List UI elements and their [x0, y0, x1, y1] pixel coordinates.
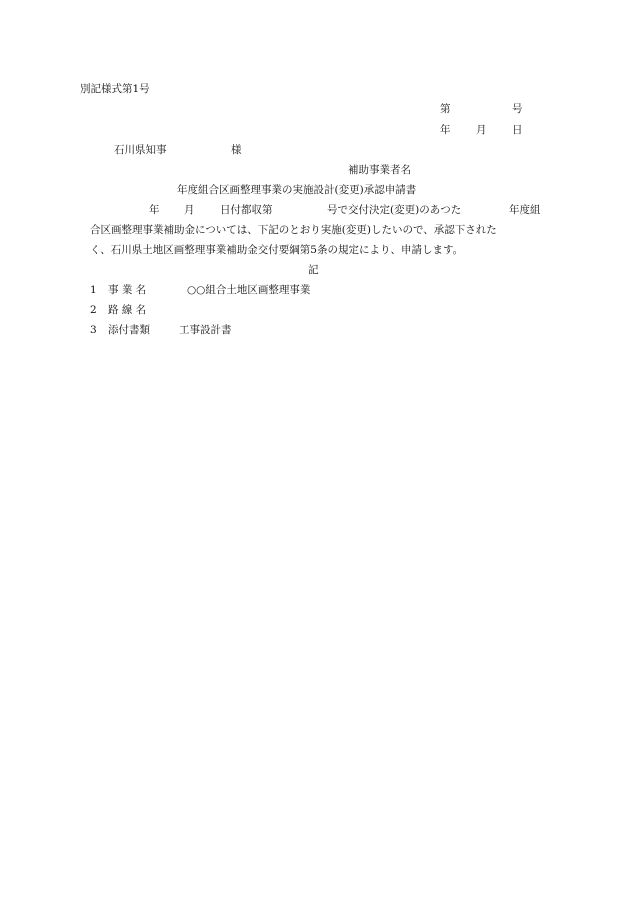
body-decision: 号で交付決定(変更)のあつた: [327, 204, 462, 216]
item-2-number: 2: [90, 304, 97, 316]
doc-ref-prefix: 第: [440, 103, 451, 115]
date-day: 日: [512, 124, 523, 136]
doc-ref-suffix: 号: [512, 103, 523, 115]
item-3-label: 添付書類: [108, 324, 150, 336]
body-issued: 日付都収第: [220, 204, 273, 216]
ki-heading: 記: [308, 264, 319, 276]
applicant-label: 補助事業者名: [348, 164, 411, 176]
body-month: 月: [184, 204, 195, 216]
body-tail: 年度組: [509, 204, 541, 216]
form-number: 別記様式第1号: [80, 83, 150, 95]
item-1-value: ○○組合土地区画整理事業: [187, 284, 311, 296]
body-year: 年: [149, 204, 160, 216]
date-month: 月: [476, 124, 487, 136]
body-line-3: く、石川県土地区画整理事業補助金交付要綱第5条の規定により、申請します。: [90, 244, 464, 256]
item-1-number: 1: [90, 284, 97, 296]
addressee-name: 石川県知事: [114, 144, 167, 156]
date-year: 年: [440, 124, 451, 136]
body-line-2: 合区画整理事業補助金については、下記のとおり実施(変更)したいので、承認下された: [90, 224, 497, 236]
addressee-honorific: 様: [231, 144, 242, 156]
item-3-number: 3: [90, 324, 97, 336]
item-1-label: 事 業 名: [108, 284, 147, 296]
document-title: 年度組合区画整理事業の実施設計(変更)承認申請書: [177, 184, 417, 196]
item-2-label: 路 線 名: [108, 304, 147, 316]
item-3-value: 工事設計書: [179, 324, 232, 336]
